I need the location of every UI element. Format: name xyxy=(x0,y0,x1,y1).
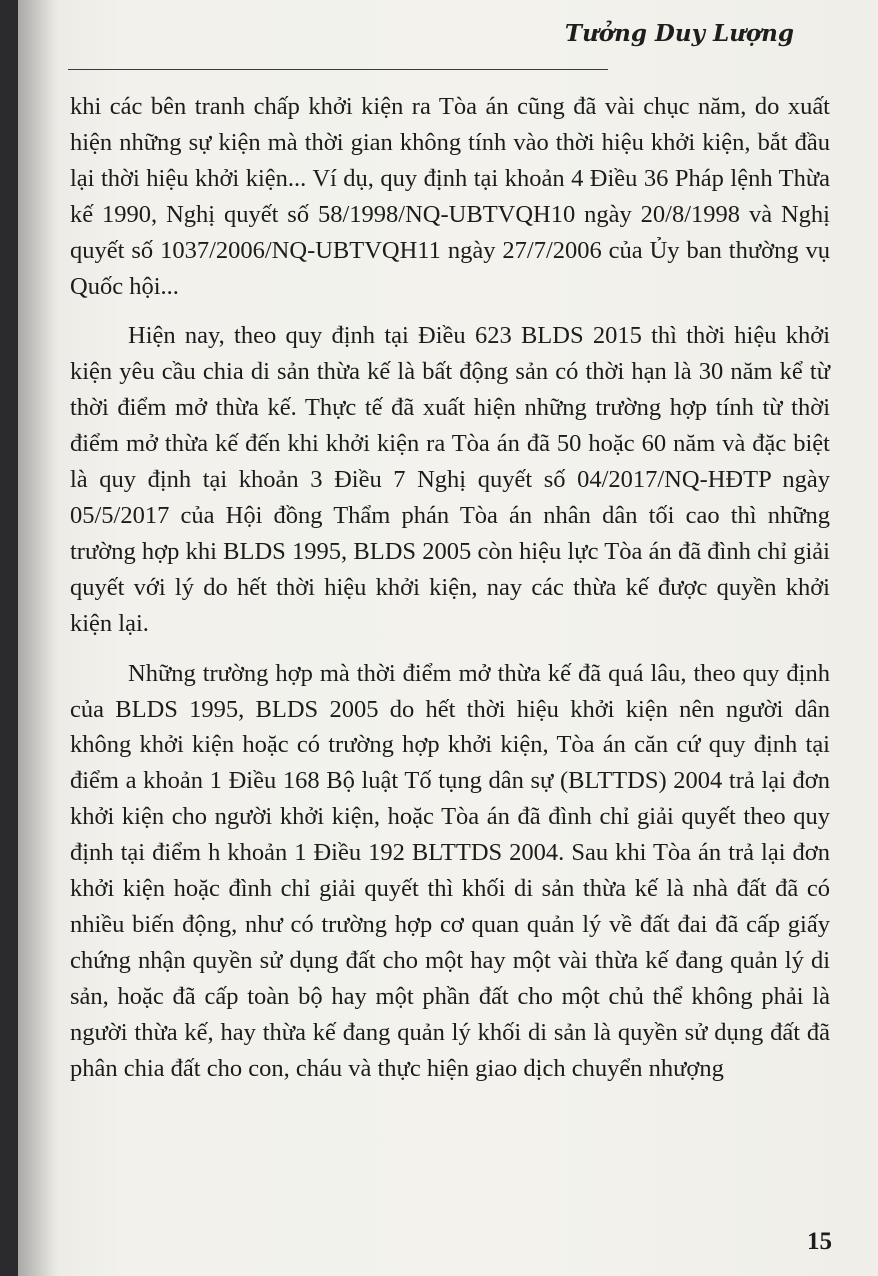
page-number: 15 xyxy=(807,1228,832,1255)
paragraph-1: khi các bên tranh chấp khởi kiện ra Tòa án cũng đã vài chục năm, do xuất hiện những sự kiện mà thời gian không tính vào thời hiệu khởi kiện, bắt đầu lại thời hiệu khởi kiện... Ví dụ, quy định tại khoản 4 Điều 36 Pháp lệnh Thừa kế 1990, Nghị quyết số 58/1998/NQ-UBTVQH10 ngày 20/8/1998 và Nghị quyết số 1037/2006/NQ-UBTVQH11 ngày 27/7/2006 của Ủy ban thường vụ Quốc hội... xyxy=(70,93,830,300)
paragraph-3: Những trường hợp mà thời điểm mở thừa kế đã quá lâu, theo quy định của BLDS 1995, BLDS 2005 do hết thời hiệu khởi kiện nên người dân không khởi kiện hoặc có trường hợp khởi kiện, Tòa án căn cứ quy định tại điểm a khoản 1 Điều 168 Bộ luật Tố tụng dân sự (BLTTDS) 2004 trả lại đơn khởi kiện cho người khởi kiện, hoặc Tòa án đã đình chỉ giải quyết theo quy định tại điểm h khoản 1 Điều 192 BLTTDS 2004. Sau khi Tòa án trả lại đơn khởi kiện hoặc đình chỉ giải quyết thì khối di sản thừa kế là nhà đất đã có nhiều biến động, như có trường hợp cơ quan quản lý về đất đai đã cấp giấy chứng nhận quyền sử dụng đất cho một hay một vài thừa kế đang quản lý di sản, hoặc đã cấp toàn bộ hay một phần đất cho một chủ thể không phải là người thừa kế, hay thừa kế đang quản lý khối di sản là quyền sử dụng đất đã phân chia đất cho con, cháu và thực hiện giao dịch chuyển nhượng xyxy=(70,659,830,1082)
spine-shadow xyxy=(18,0,58,1276)
running-header-author: Tưởng Duy Lượng xyxy=(564,20,794,47)
book-page xyxy=(18,0,878,1276)
header-rule xyxy=(68,69,608,70)
body-text xyxy=(70,89,830,1100)
paragraph-2: Hiện nay, theo quy định tại Điều 623 BLDS 2015 thì thời hiệu khởi kiện yêu cầu chia di sản thừa kế là bất động sản có thời hạn là 30 năm kể từ thời điểm mở thừa kế. Thực tế đã xuất hiện những trường hợp tính từ thời điểm mở thừa kế đến khi khởi kiện ra Tòa án đã 50 hoặc 60 năm và đặc biệt là quy định tại khoản 3 Điều 7 Nghị quyết số 04/2017/NQ-HĐTP ngày 05/5/2017 của Hội đồng Thẩm phán Tòa án nhân dân tối cao thì những trường hợp khi BLDS 1995, BLDS 2005 còn hiệu lực Tòa án đã đình chỉ giải quyết với lý do hết thời hiệu khởi kiện, nay các thừa kế được quyền khởi kiện lại. xyxy=(70,322,830,637)
